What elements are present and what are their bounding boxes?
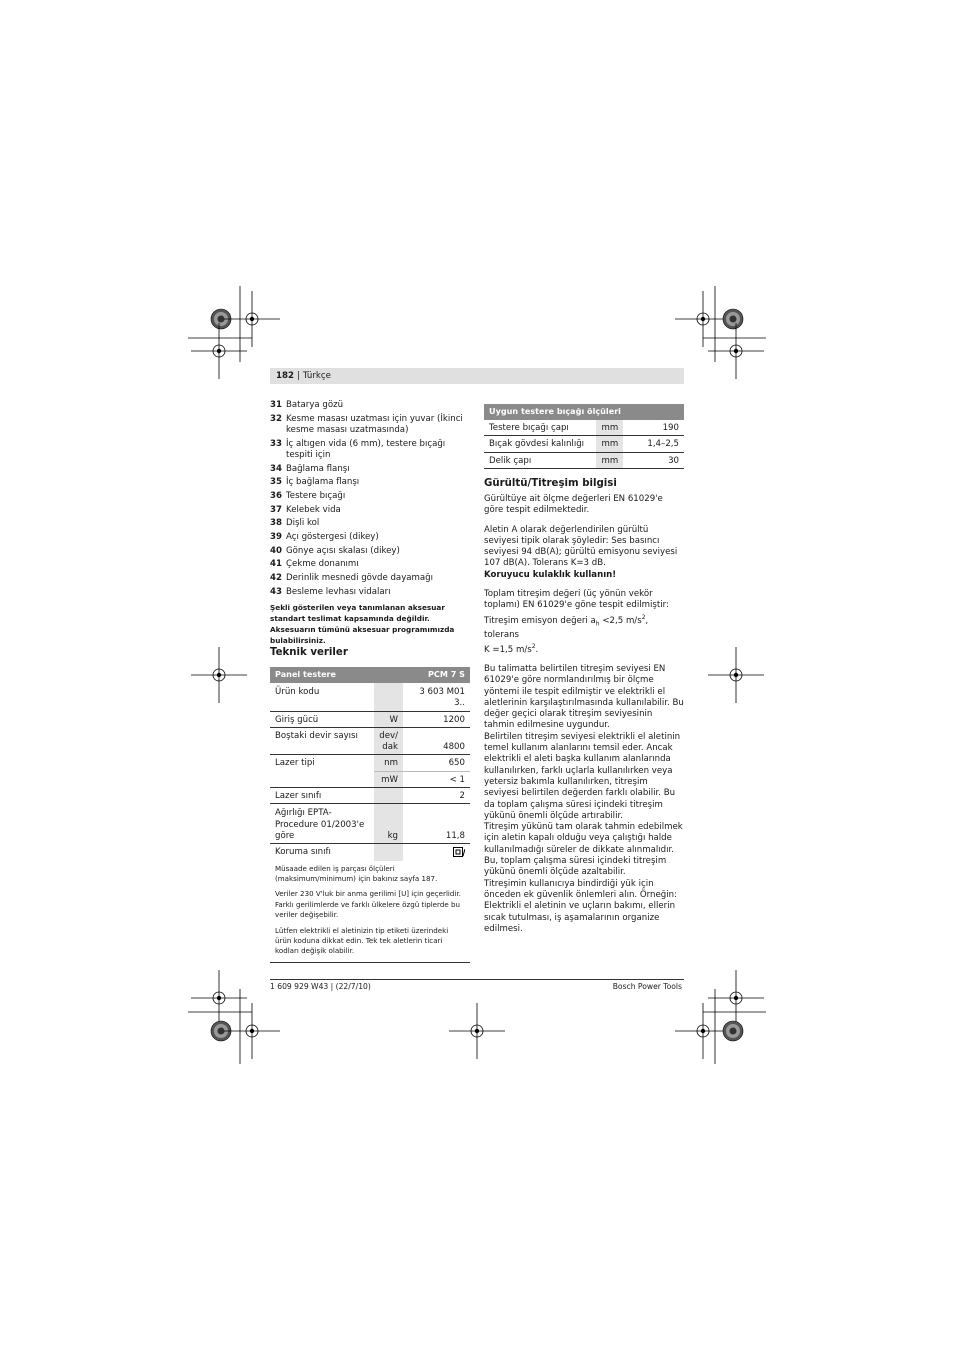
- list-item: [270, 532, 470, 543]
- row-value: 1,4–2,5: [623, 436, 684, 452]
- list-item: [270, 400, 470, 411]
- table-row: [270, 804, 470, 844]
- table-row: [270, 788, 470, 804]
- note: Müsaade edilen iş parçası ölçüleri (maksimum/minimum) için bakınız sayfa 187.: [275, 863, 438, 883]
- teknik-notes: [270, 861, 470, 957]
- part-text: Kelebek vida: [286, 504, 341, 515]
- row-value: 2: [403, 788, 470, 804]
- row-unit: W: [374, 711, 403, 727]
- row-label: Ağırlığı EPTA-Procedure 01/2003'e göre: [270, 804, 374, 844]
- blade-title: Uygun testere bıçağı ölçüleri: [484, 404, 684, 420]
- row-unit: mW: [374, 771, 403, 787]
- row-label: Delik çapı: [484, 452, 596, 468]
- vibration-line: [484, 612, 684, 641]
- row-value: 650: [403, 755, 470, 771]
- row-unit: [374, 844, 403, 861]
- part-number: 35: [270, 477, 282, 488]
- list-item: [270, 587, 470, 598]
- part-number: 39: [270, 532, 282, 543]
- row-label: Koruma sınıfı: [275, 847, 331, 858]
- footer-left: 1 609 929 W43 | (22/7/10): [270, 982, 371, 991]
- blade-table-block: [484, 404, 684, 469]
- part-number: 41: [270, 559, 282, 570]
- subscript: h: [595, 620, 600, 628]
- part-text: Dişli kol: [286, 518, 320, 529]
- row-unit: mm: [596, 452, 623, 468]
- row-unit: [374, 683, 403, 711]
- table-row: [270, 727, 470, 755]
- list-item: [270, 477, 470, 488]
- part-number: 34: [270, 463, 282, 474]
- noise-heading: Gürültü/Titreşim bilgisi: [484, 478, 617, 489]
- row-unit: [374, 788, 403, 804]
- list-item: [270, 491, 470, 502]
- paragraph: Titreşimin kullanıcıya bindirdiği yük için önceden ek güvenlik önlemleri alın. Örneğin: Elektrikli el aletinin ve uçların bakımı, ellerin sıcak tutulması, iş aşamalarının organize edilmesi.: [484, 878, 677, 934]
- row-label: Lazer sınıfı: [270, 788, 374, 804]
- superscript: 2: [641, 613, 646, 621]
- col-name: Panel testere: [270, 667, 403, 683]
- note: Lütfen elektrikli el aletinizin tip etiketi üzerindeki ürün koduna dikkat edin. Tek tek aletlerin ticari kodları değişik olabilir.: [275, 925, 449, 956]
- table-row: [484, 452, 684, 468]
- paragraph: Toplam titreşim değeri (üç yönün vekör toplamı) EN 61029'e göne tespit edilmiştir:: [484, 589, 669, 611]
- row-label: [270, 771, 374, 787]
- list-item: [270, 414, 470, 437]
- row-unit: dev/ dak: [374, 727, 403, 755]
- page-number: 182: [276, 371, 294, 381]
- part-text: İç altıgen vida (6 mm), testere bıçağı tespiti için: [286, 438, 446, 460]
- part-text: Açı göstergesi (dikey): [286, 532, 379, 543]
- row-unit: nm: [374, 755, 403, 771]
- superscript: 2: [531, 642, 536, 650]
- row-unit: kg: [374, 804, 403, 844]
- part-text: Çekme donanımı: [286, 559, 359, 570]
- footer-rule: [270, 979, 684, 980]
- part-number: 40: [270, 545, 282, 556]
- row-value: 11,8: [403, 804, 470, 844]
- part-text: Derinlik mesnedi gövde dayamağı: [286, 573, 434, 584]
- list-item: [270, 518, 470, 529]
- header-separator: |: [296, 371, 300, 381]
- table-row: [484, 420, 684, 436]
- paragraph: Bu talimatta belirtilen titreşim seviyesi EN 61029'e göre normlandırılmış bir ölçme yöntemi ile tespit edilmiştir ve elektrikli el aletlerinin karşılaştırılmasında kullanılabilir. Bu değer geçici olarak titreşim seviyesinin tahmin edilmesine uygundur.: [484, 664, 684, 731]
- part-number: 36: [270, 491, 282, 502]
- row-label: Testere bıçağı çapı: [484, 420, 596, 436]
- teknik-table: [270, 667, 470, 861]
- table-row: [270, 755, 470, 771]
- row-unit: mm: [596, 420, 623, 436]
- part-number: 37: [270, 504, 282, 515]
- paragraph: Belirtilen titreşim seviyesi elektrikli el aletinin temel kullanım alanlarını temsil eder. Ancak elektrikli el aleti başka kullanım alanlarında kullanılırken, farklı uçlarla kullanılırken veya yetersiz bakımla kullanılırken, titreşim seviyesi belirtilen değerden farklı olabilir. Bu da toplam çalışma süresi içindeki titreşim yükünü önemli ölçüde artırabilir.: [484, 731, 681, 821]
- tolerance-line: [484, 641, 684, 656]
- text: K =1,5 m/s: [484, 644, 532, 655]
- text: Titreşim emisyon değeri a: [484, 615, 596, 626]
- list-item: [270, 559, 470, 570]
- footer-right: Bosch Power Tools: [612, 982, 682, 991]
- list-item: [270, 505, 470, 516]
- row-label: Boştaki devir sayısı: [270, 727, 374, 755]
- noise-section: [484, 494, 684, 943]
- part-number: 32: [270, 413, 282, 424]
- part-number: 38: [270, 518, 282, 529]
- protection-class-symbol: [403, 844, 470, 861]
- table-header-row: [270, 667, 470, 683]
- row-value: 1200: [403, 711, 470, 727]
- row-value: < 1: [403, 771, 470, 787]
- row-value: 4800: [403, 727, 470, 755]
- row-label: Lazer tipi: [275, 758, 315, 769]
- text: <2,5 m/s: [599, 615, 642, 626]
- teknik-heading: Teknik veriler: [270, 647, 348, 658]
- part-number: 31: [270, 400, 282, 410]
- teknik-table-block: [270, 667, 470, 963]
- row-unit: mm: [596, 436, 623, 452]
- list-item: [270, 464, 470, 475]
- text: .: [535, 644, 539, 655]
- paragraph-bold: Koruyucu kulaklık kullanın!: [484, 569, 617, 580]
- blade-table: [484, 404, 684, 469]
- table-row: [270, 711, 470, 727]
- paragraph: Aletin A olarak değerlendirilen gürültü seviyesi tipik olarak şöyledir: Ses basıncı seviyesi 94 dB(A); gürültü emisyonu seviyesi 107 dB(A). Tolerans K=3 dB.: [484, 524, 678, 569]
- part-number: 42: [270, 573, 282, 584]
- part-text: Testere bıçağı: [286, 491, 346, 502]
- text: , tolerans: [484, 615, 649, 640]
- parts-list: [270, 400, 470, 601]
- list-item: [270, 439, 470, 462]
- note: Veriler 230 V'luk bir anma gerilimi [U] için geçerlidir. Farklı gerilimlerde ve farklı ülkelere özgü tiplerde bu veriler değişebilir.: [275, 889, 461, 920]
- row-label: Bıçak gövdesi kalınlığı: [484, 436, 596, 452]
- list-item: [270, 573, 470, 584]
- row-value: 190: [623, 420, 684, 436]
- table-row: [270, 771, 470, 787]
- part-number: 43: [270, 586, 282, 597]
- row-label: Ürün kodu: [270, 683, 374, 711]
- page-header: [270, 368, 684, 384]
- paragraph: Titreşim yükünü tam olarak tahmin edebilmek için aletin kapalı olduğu veya çalıştığı halde kullanılmadığı süreler de dikkate alınmalıdır. Bu, toplam çalışma süresi içindeki titreşim yükünü önemli ölçüde azaltabilir.: [484, 822, 683, 878]
- table-row: [270, 844, 470, 861]
- accessory-note: Şekli gösterilen veya tanımlanan aksesuar standart teslimat kapsamında değildir. Aksesuarın tümünü aksesuar programımızda bulabilirsiniz.: [270, 603, 455, 645]
- part-number: 33: [270, 438, 282, 449]
- part-text: Besleme levhası vidaları: [286, 586, 391, 597]
- paragraph: Gürültüye ait ölçme değerleri EN 61029'e göre tespit edilmektedir.: [484, 494, 663, 516]
- part-text: Bağlama flanşı: [286, 463, 350, 474]
- table-header-row: [484, 404, 684, 420]
- protection-class-icon: [453, 847, 465, 858]
- col-model: PCM 7 S: [403, 667, 470, 683]
- header-language: Türkçe: [302, 371, 331, 381]
- part-text: Gönye açısı skalası (dikey): [286, 545, 400, 556]
- table-row: [270, 683, 470, 711]
- row-value: 3 603 M01 3..: [403, 683, 470, 711]
- part-text: Kesme masası uzatması için yuvar (İkinci kesme masası uzatmasında): [286, 413, 463, 435]
- part-text: Batarya gözü: [286, 400, 344, 410]
- list-item: [270, 546, 470, 557]
- part-text: İç bağlama flanşı: [286, 477, 360, 488]
- row-value: 30: [623, 452, 684, 468]
- row-label: Giriş gücü: [270, 711, 374, 727]
- table-row: [484, 436, 684, 452]
